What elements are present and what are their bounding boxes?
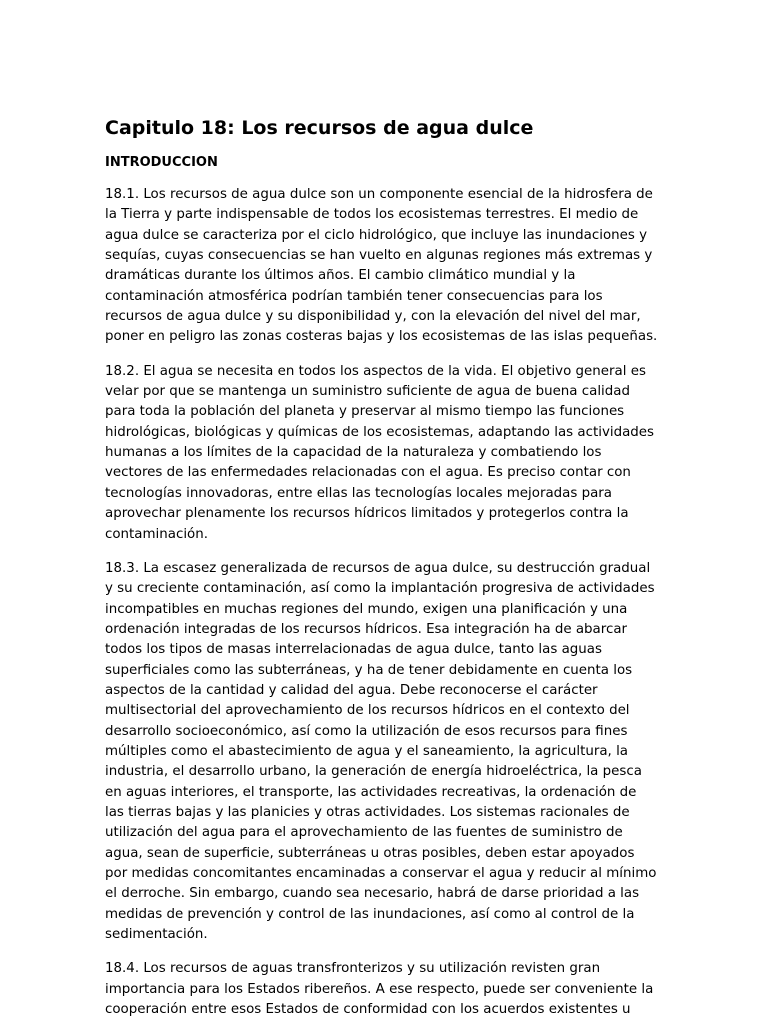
- text-line: velar por que se mantenga un suministro suficiente de agua de buena calidad: [105, 384, 630, 400]
- text-line: importancia para los Estados ribereños. A ese respecto, puede ser conveniente la: [105, 981, 654, 997]
- text-line: vectores de las enfermedades relacionadas con el agua. Es preciso contar con: [105, 465, 631, 481]
- text-line: agua, sean de superficie, subterráneas u otras posibles, deben estar apoyados: [105, 845, 635, 861]
- text-line: superficiales como las subterráneas, y ha de tener debidamente en cuenta los: [105, 662, 633, 678]
- text-line: cooperación entre esos Estados de conformidad con los acuerdos existentes u: [105, 1002, 631, 1018]
- text-line: múltiples como el abastecimiento de agua y el saneamiento, la agricultura, la: [105, 743, 628, 759]
- text-line: incompatibles en muchas regiones del mundo, exigen una planificación y una: [105, 601, 628, 617]
- text-line: 18.3. La escasez generalizada de recursos de agua dulce, su destrucción gradual: [105, 560, 651, 576]
- chapter-title: Capitulo 18: Los recursos de agua dulce: [105, 117, 534, 139]
- text-line: sequías, cuyas consecuencias se han vuelto en algunas regiones más extremas y: [105, 248, 653, 264]
- document-body: [105, 185, 705, 1020]
- paragraph: [105, 959, 705, 1020]
- text-line: medidas de prevención y control de las inundaciones, así como al control de la: [105, 906, 635, 922]
- text-line: ordenación integradas de los recursos hídricos. Esa integración ha de abarcar: [105, 621, 628, 637]
- text-line: por medidas concomitantes encaminadas a conservar el agua y reducir al mínimo: [105, 866, 657, 881]
- paragraph: [105, 362, 705, 545]
- text-line: humanas a los límites de la capacidad de la naturaleza y combatiendo los: [105, 445, 602, 461]
- text-line: utilización del agua para el aprovechamiento de las fuentes de suministro de: [105, 825, 623, 841]
- text-line: 18.2. El agua se necesita en todos los aspectos de la vida. El objetivo general es: [105, 363, 646, 379]
- text-line: 18.4. Los recursos de aguas transfronterizos y su utilización revisten gran: [105, 961, 601, 977]
- paragraph: [105, 559, 705, 946]
- text-line: la Tierra y parte indispensable de todos los ecosistemas terrestres. El medio de: [105, 207, 639, 223]
- text-line: desarrollo socioeconómico, así como la utilización de esos recursos para fines: [105, 723, 628, 739]
- text-line: en aguas interiores, el transporte, las actividades recreativas, la ordenación de: [105, 784, 637, 800]
- text-line: todos los tipos de masas interrelacionadas de agua dulce, tanto las aguas: [105, 642, 602, 658]
- text-line: industria, el desarrollo urbano, la generación de energía hidroeléctrica, la pesca: [105, 764, 642, 780]
- text-line: 18.1. Los recursos de agua dulce son un componente esencial de la hidrosfera de: [105, 187, 653, 202]
- section-heading: INTRODUCCION: [105, 155, 218, 170]
- text-line: agua dulce se caracteriza por el ciclo hidrológico, que incluye las inundaciones y: [105, 227, 648, 243]
- paragraph: [105, 185, 705, 348]
- text-line: el derroche. Sin embargo, cuando sea necesario, habrá de darse prioridad a las: [105, 886, 640, 902]
- text-line: multisectorial del aprovechamiento de los recursos hídricos en el contexto del: [105, 703, 630, 719]
- text-line: aprovechar plenamente los recursos hídricos limitados y protegerlos contra la: [105, 506, 629, 522]
- text-line: contaminación atmosférica podrían también tener consecuencias para los: [105, 288, 603, 304]
- text-line: las tierras bajas y las planicies y otras actividades. Los sistemas racionales de: [105, 804, 630, 820]
- text-line: hidrológicas, biológicas y químicas de los ecosistemas, adaptando las actividades: [105, 424, 655, 440]
- text-line: para toda la población del planeta y preservar al mismo tiempo las funciones: [105, 404, 625, 420]
- text-line: poner en peligro las zonas costeras bajas y los ecosistemas de las islas pequeñas.: [105, 329, 658, 345]
- document-page: [105, 115, 705, 1034]
- text-line: aspectos de la cantidad y calidad del agua. Debe reconocerse el carácter: [105, 682, 598, 698]
- text-line: contaminación.: [105, 526, 208, 542]
- text-line: tecnologías innovadoras, entre ellas las tecnologías locales mejoradas para: [105, 485, 613, 501]
- text-line: y su creciente contaminación, así como la implantación progresiva de actividades: [105, 581, 655, 597]
- text-line: recursos de agua dulce y su disponibilidad y, con la elevación del nivel del mar,: [105, 309, 641, 325]
- text-line: sedimentación.: [105, 927, 208, 943]
- text-line: dramáticas durante los últimos años. El cambio climático mundial y la: [105, 268, 576, 284]
